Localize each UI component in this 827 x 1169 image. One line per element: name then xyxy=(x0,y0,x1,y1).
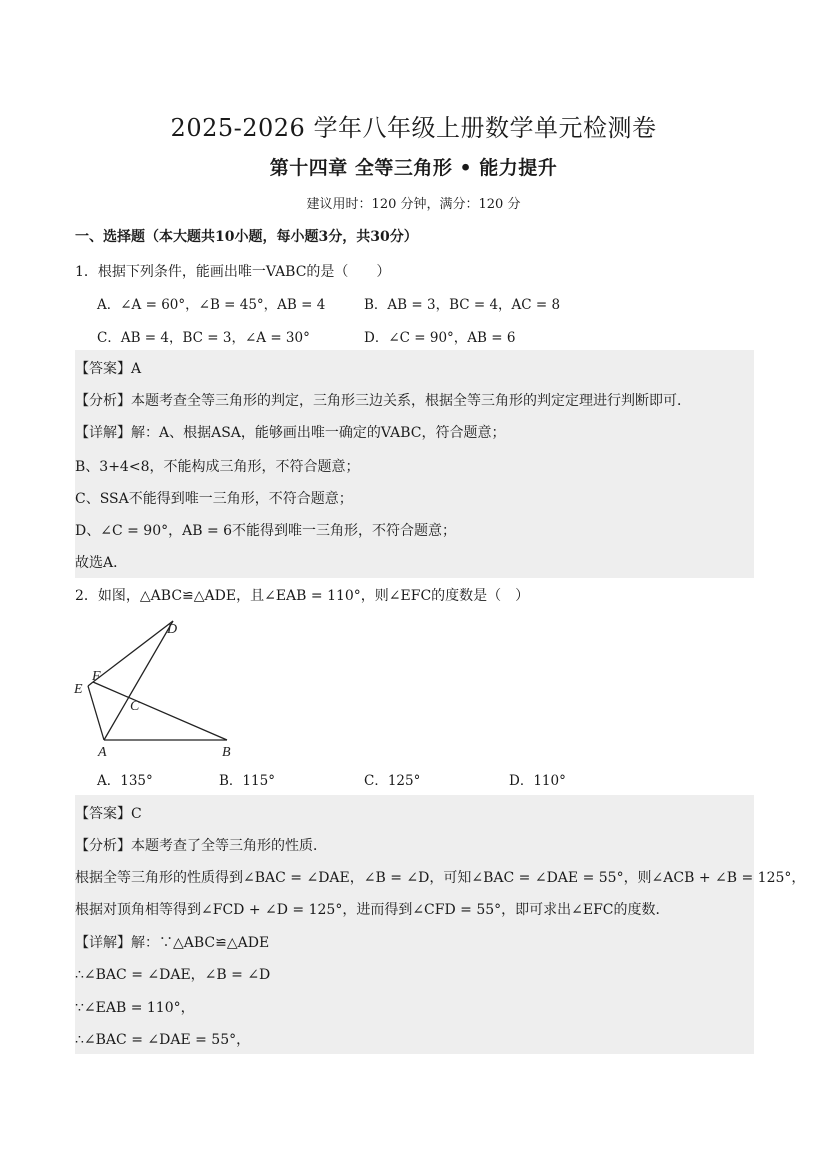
q1-detail-2: B、3+4<8，不能构成三角形，不符合题意； xyxy=(75,459,360,475)
chapter-subtitle: 第十四章 全等三角形 • 能力提升 xyxy=(269,157,558,179)
label-c: C xyxy=(130,699,140,714)
q2-detail-1: 【详解】解：∵△ABC≌△ADE xyxy=(75,935,270,951)
q1-detail-3: C、SSA不能得到唯一三角形，不符合题意； xyxy=(75,491,353,507)
q1-detail-5: 故选A． xyxy=(75,555,128,571)
time-score-hint: 建议用时：120 分钟，满分：120 分 xyxy=(306,197,521,212)
segment-fb xyxy=(93,682,227,740)
q2-analysis-2: 根据全等三角形的性质得到∠BAC = ∠DAE，∠B = ∠D，可知∠BAC = ∠DAE = 55°，则∠ACB + ∠B = 125°， xyxy=(75,870,806,886)
segment-da xyxy=(104,621,173,740)
q1-stem: 1．根据下列条件，能画出唯一VABC的是（ ） xyxy=(75,264,391,280)
q1-detail-1: 【详解】解：A、根据ASA，能够画出唯一确定的VABC，符合题意； xyxy=(75,425,506,441)
q1-detail-4: D、∠C = 90°，AB = 6不能得到唯一三角形，不符合题意； xyxy=(75,523,457,539)
label-b: B xyxy=(222,745,231,759)
q2-answer: 【答案】C xyxy=(75,806,142,822)
q2-figure xyxy=(70,614,250,763)
page-title: 2025-2026 学年八年级上册数学单元检测卷 xyxy=(170,114,657,142)
q2-analysis: 【分析】本题考查了全等三角形的性质． xyxy=(75,838,327,854)
q1-answer: 【答案】A xyxy=(75,361,142,377)
q2-option-a: A．135° xyxy=(97,773,153,789)
q2-detail-2: ∴∠BAC = ∠DAE，∠B = ∠D xyxy=(75,967,271,983)
q1-option-a: A．∠A = 60°，∠B = 45°，AB = 4 xyxy=(97,297,326,313)
label-f: F xyxy=(92,669,101,684)
label-d: D xyxy=(167,622,178,637)
q1-option-d: D．∠C = 90°，AB = 6 xyxy=(364,330,516,346)
segment-df xyxy=(93,621,173,682)
q2-detail-4: ∴∠BAC = ∠DAE = 55°， xyxy=(75,1032,251,1048)
q1-analysis: 【分析】本题考查全等三角形的判定，三角形三边关系，根据全等三角形的判定定理进行判断即可． xyxy=(75,393,691,409)
q2-stem: 2．如图，△ABC≌△ADE，且∠EAB = 110°，则∠EFC的度数是（ ） xyxy=(75,588,530,604)
label-e: E xyxy=(74,682,83,697)
section-heading: 一、选择题（本大题共10小题，每小题3分，共30分） xyxy=(75,229,418,245)
q1-option-c: C．AB = 4，BC = 3，∠A = 30° xyxy=(97,330,310,346)
q2-option-c: C．125° xyxy=(364,773,421,789)
q2-option-b: B．115° xyxy=(219,773,275,789)
q2-analysis-3: 根据对顶角相等得到∠FCD + ∠D = 125°，进而得到∠CFD = 55°，即可求出∠EFC的度数． xyxy=(75,902,670,918)
segment-ea xyxy=(88,686,104,740)
q1-option-b: B．AB = 3，BC = 4，AC = 8 xyxy=(364,297,561,313)
label-a: A xyxy=(98,745,107,759)
q2-option-d: D．110° xyxy=(509,773,566,789)
q2-detail-3: ∵∠EAB = 110°， xyxy=(75,1000,195,1016)
